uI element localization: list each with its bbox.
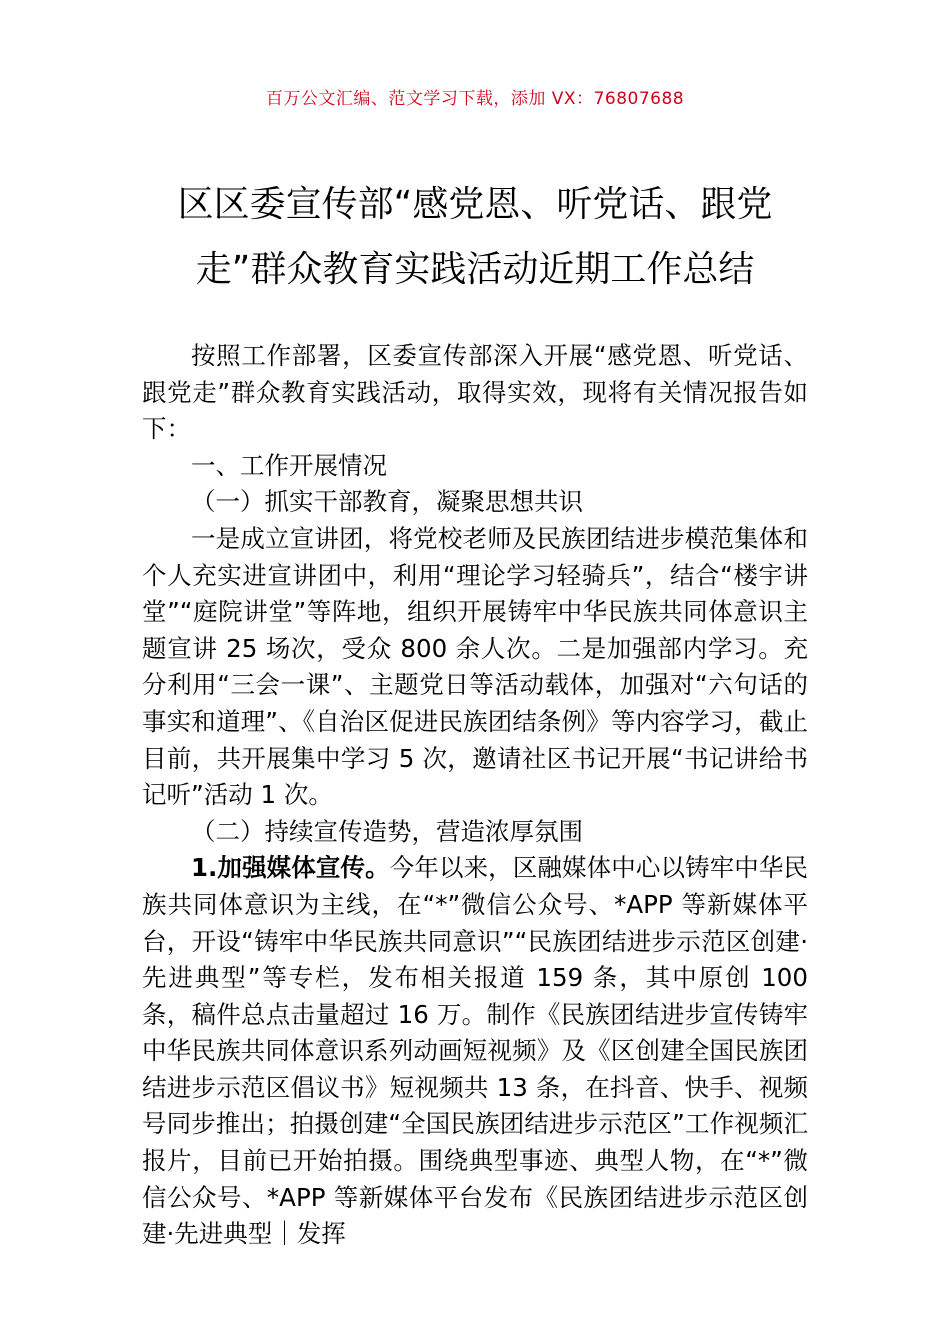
paragraph-media-body: 今年以来，区融媒体中心以铸牢中华民族共同体意识为主线，在“*”微信公众号、*APP 等新媒体平台，开设“铸牢中华民族共同意识”“民族团结进步示范区创建·先进典型”等专栏，发布相关报道 159 条，其中原创 100 条，稿件总点击量超过 16 万。制作《民族团结进步宣传铸牢中华民族共同体意识系列动画短视频》及《区创建全国民族团结进步示范区倡议书》短视频共 13 条，在抖音、快手、视频号同步推出；拍摄创建“全国民族团结进步示范区”工作视频汇报片，目前已开始拍摄。围绕典型事迹、典型人物，在“*”微信公众号、*APP 等新媒体平台发布《民族团结进步示范区创建·先进典型｜发挥: [142, 853, 808, 1249]
subsection-heading-1: （一）抓实干部教育，凝聚思想共识: [191, 487, 583, 517]
subsection-heading-2: （二）持续宣传造势，营造浓厚氛围: [191, 816, 583, 846]
header-watermark-note: 百万公文汇编、范文学习下载，添加 VX：76807688: [265, 89, 685, 109]
paragraph-media-publicity: [142, 850, 808, 1253]
document-body: [142, 338, 808, 1253]
document-title: 区区委宣传部“感党恩、听党话、跟党走”群众教育实践活动近期工作总结: [177, 184, 773, 290]
paragraph-cadre-education: 一是成立宣讲团，将党校老师及民族团结进步模范集体和个人充实进宣讲团中，利用“理论学习轻骑兵”，结合“楼宇讲堂”“庭院讲堂”等阵地，组织开展铸牢中华民族共同体意识主题宣讲 25 场次，受众 800 余人次。二是加强部内学习。充分利用“三会一课”、主题党日等活动载体，加强对“六句话的事实和道理”、《自治区促进民族团结条例》等内容学习，截止目前，共开展集中学习 5 次，邀请社区书记开展“书记讲给书记听”活动 1 次。: [142, 523, 808, 810]
intro-paragraph: 按照工作部署，区委宣传部深入开展“感党恩、听党话、跟党走”群众教育实践活动，取得实效，现将有关情况报告如下：: [142, 341, 808, 444]
section-heading-1: 一、工作开展情况: [191, 450, 387, 480]
paragraph-lead-bold: 1.加强媒体宣传。: [191, 853, 390, 883]
